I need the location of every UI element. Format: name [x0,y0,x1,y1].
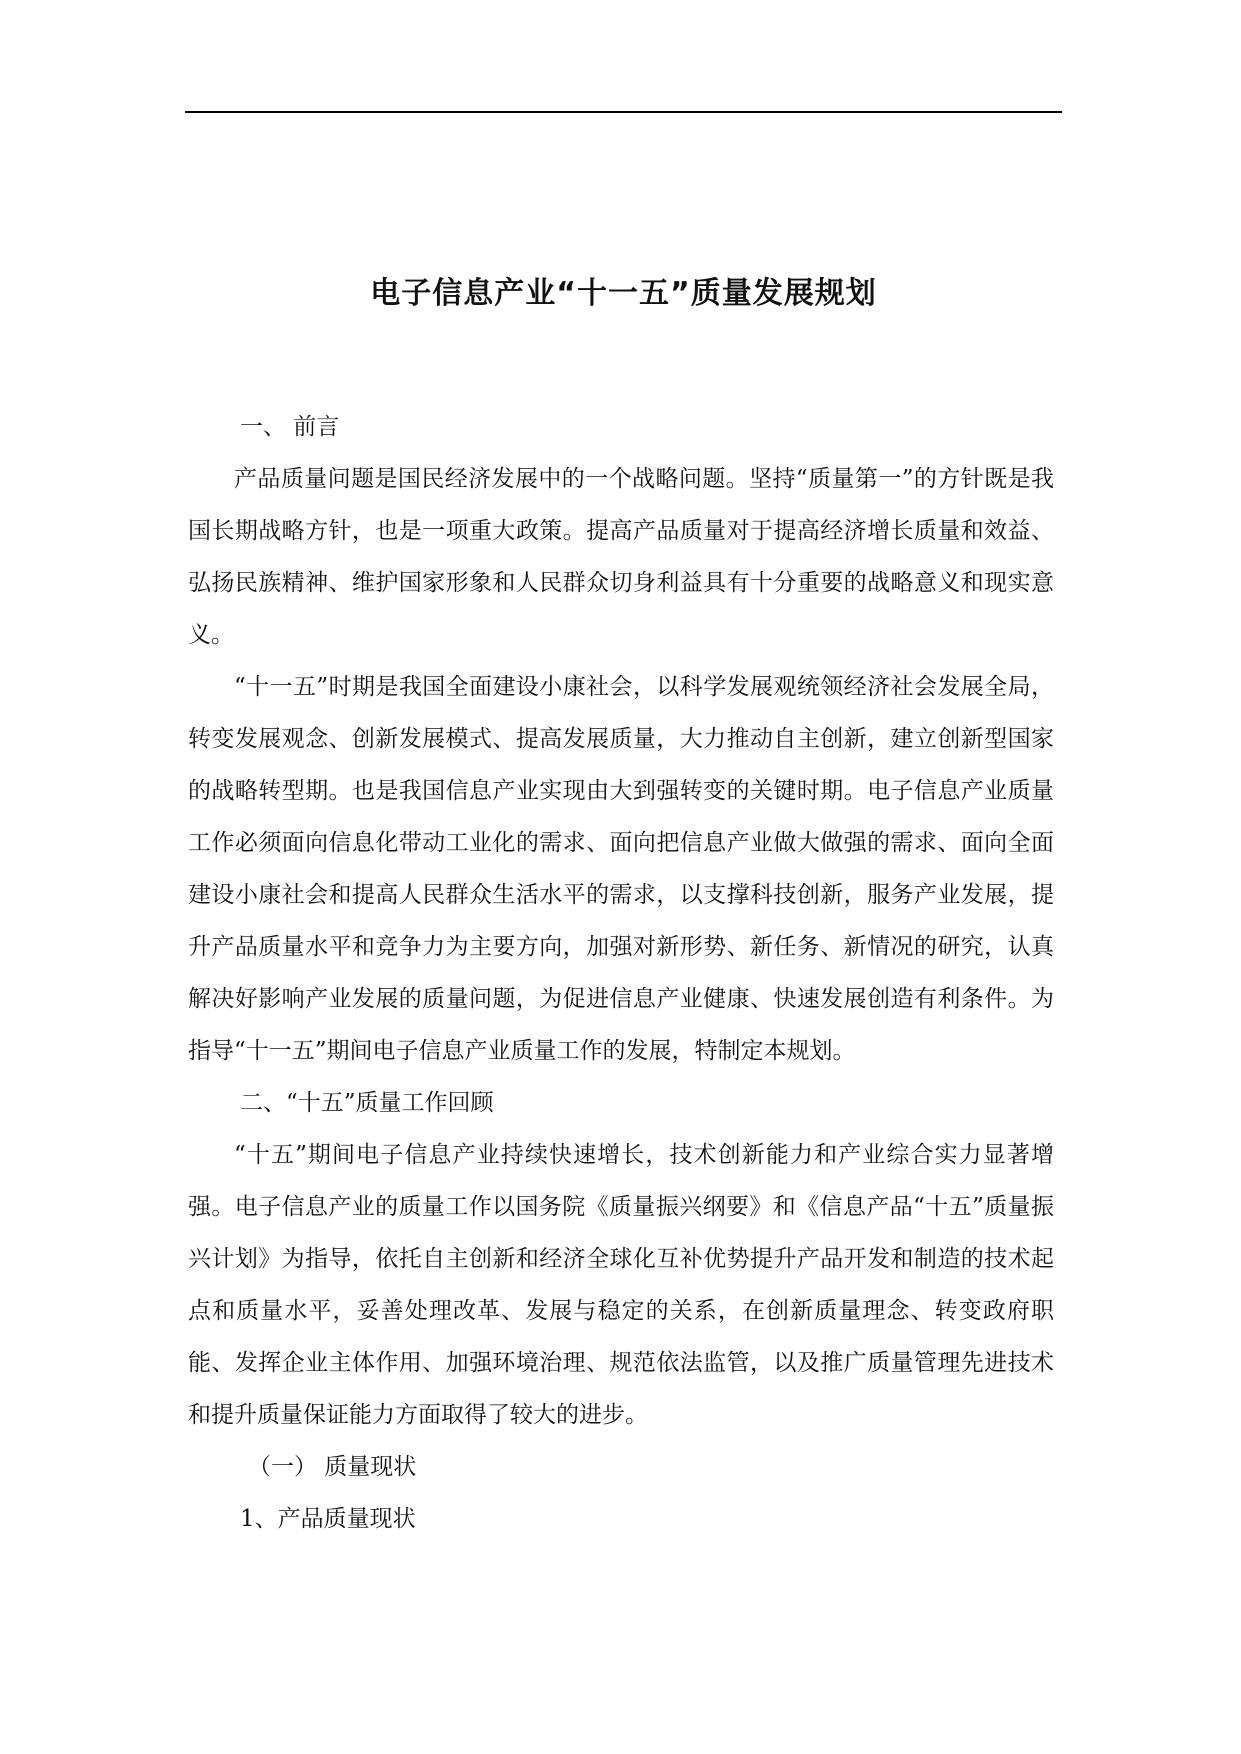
paragraph-preface-2: “十一五”时期是我国全面建设小康社会，以科学发展观统领经济社会发展全局，转变发展观念、创新发展模式、提高发展质量，大力推动自主创新，建立创新型国家的战略转型期。也是我国信息产业实现由大到强转变的关键时期。电子信息产业质量工作必须面向信息化带动工业化的需求、面向把信息产业做大做强的需求、面向全面建设小康社会和提高人民群众生活水平的需求，以支撑科技创新，服务产业发展，提升产品质量水平和竞争力为主要方向，加强对新形势、新任务、新情况的研究，认真解决好影响产业发展的质量问题，为促进信息产业健康、快速发展创造有利条件。为指导“十一五”期间电子信息产业质量工作的发展，特制定本规划。 [188,674,1054,1064]
section-heading-review: 二、“十五”质量工作回顾 [240,1090,494,1116]
paragraph-preface-1: 产品质量问题是国民经济发展中的一个战略问题。坚持“质量第一”的方针既是我国长期战略方针，也是一项重大政策。提高产品质量对于提高经济增长质量和效益、弘扬民族精神、维护国家形象和人民群众切身利益具有十分重要的战略意义和现实意义。 [188,466,1054,648]
paragraph-review-1: “十五”期间电子信息产业持续快速增长，技术创新能力和产业综合实力显著增强。电子信息产业的质量工作以国务院《质量振兴纲要》和《信息产品“十五”质量振兴计划》为指导，依托自主创新和经济全球化互补优势提升产品开发和制造的技术起点和质量水平，妥善处理改革、发展与稳定的关系，在创新质量理念、转变政府职能、发挥企业主体作用、加强环境治理、规范依法监管，以及推广质量管理先进技术和提升质量保证能力方面取得了较大的进步。 [188,1142,1054,1428]
header-rule [185,111,1062,113]
subsection-heading-quality-status: （一） 质量现状 [248,1454,417,1480]
document-title: 电子信息产业“十一五”质量发展规划 [370,276,877,311]
subsection-item-product-quality: 1、产品质量现状 [240,1506,416,1532]
section-heading-preface: 一、 前言 [240,414,340,440]
document-body [188,401,1054,1545]
